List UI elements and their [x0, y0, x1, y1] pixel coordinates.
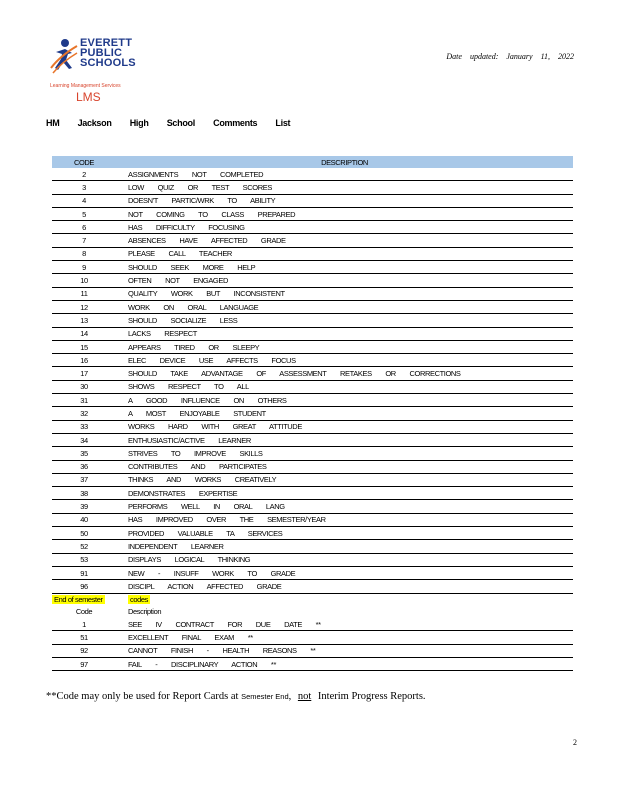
runner-icon — [50, 38, 78, 78]
end-of-semester-codes-label: codes — [130, 595, 149, 605]
table-header-row — [52, 156, 573, 168]
table-row — [52, 407, 573, 420]
code-cell: 35 — [52, 447, 116, 460]
comments-table — [52, 156, 573, 671]
table-row — [52, 354, 573, 367]
table-row — [52, 367, 573, 380]
code-cell: 51 — [52, 631, 116, 644]
table-row — [52, 527, 573, 540]
code-cell: 30 — [52, 380, 116, 393]
description-cell: SHOWS RESPECT TO ALL — [116, 380, 573, 393]
description-cell: HAS DIFFICULTY FOCUSING — [116, 221, 573, 234]
footnote: **Code may only be used for Report Cards at Semester End, not Interim Progress Reports. — [46, 691, 426, 702]
code-cell: 17 — [52, 367, 116, 380]
table-row — [52, 287, 573, 300]
description-cell: ELEC DEVICE USE AFFECTS FOCUS — [116, 354, 573, 367]
description-cell: DOESN'T PARTIC/WRK TO ABILITY — [116, 194, 573, 207]
table-row — [52, 657, 573, 670]
description-cell: HAS IMPROVED OVER THE SEMESTER/YEAR — [116, 513, 573, 526]
logo-wordmark: EVERETT PUBLIC SCHOOLS — [80, 37, 136, 69]
logo-tagline: Learning Management Services — [50, 83, 121, 89]
table-row — [52, 300, 573, 313]
end-of-semester-label: End of semester — [54, 595, 103, 605]
description-cell: CONTRIBUTES AND PARTICIPATES — [116, 460, 573, 473]
code-cell: 10 — [52, 274, 116, 287]
code-cell: 7 — [52, 234, 116, 247]
code-cell: 2 — [52, 168, 116, 181]
description-cell: SHOULD SOCIALIZE LESS — [116, 314, 573, 327]
description-cell: NEW - INSUFF WORK TO GRADE — [116, 566, 573, 579]
description-cell: DEMONSTRATES EXPERTISE — [116, 487, 573, 500]
table-row — [52, 314, 573, 327]
code-cell: 34 — [52, 433, 116, 446]
table-row — [52, 394, 573, 407]
table-row — [52, 500, 573, 513]
code-cell: 1 — [52, 618, 116, 631]
description-cell: PROVIDED VALUABLE TA SERVICES — [116, 527, 573, 540]
table-row — [52, 487, 573, 500]
table-row — [52, 274, 573, 287]
code-cell: 15 — [52, 340, 116, 353]
table-row — [52, 207, 573, 220]
table-row — [52, 433, 573, 446]
description-cell: OFTEN NOT ENGAGED — [116, 274, 573, 287]
description-cell: EXCELLENT FINAL EXAM ** — [116, 631, 573, 644]
code-cell: 97 — [52, 657, 116, 670]
page-number: 2 — [573, 738, 577, 747]
code-cell: 32 — [52, 407, 116, 420]
description-cell: SHOULD TAKE ADVANTAGE OF ASSESSMENT RETAKES OR CORRECTIONS — [116, 367, 573, 380]
date-updated: Date updated: January 11, 2022 — [446, 52, 574, 61]
end-of-semester-label-row — [52, 593, 573, 606]
table-row — [52, 221, 573, 234]
description-cell: LOW QUIZ OR TEST SCORES — [116, 181, 573, 194]
code-cell: 12 — [52, 300, 116, 313]
description-cell: NOT COMING TO CLASS PREPARED — [116, 207, 573, 220]
description-cell: CANNOT FINISH - HEALTH REASONS ** — [116, 644, 573, 657]
code-cell: 37 — [52, 473, 116, 486]
district-logo — [48, 38, 148, 106]
code-cell: 38 — [52, 487, 116, 500]
table-row — [52, 553, 573, 566]
code-cell: 8 — [52, 247, 116, 260]
end-description-header: Description — [128, 607, 162, 617]
code-cell: 40 — [52, 513, 116, 526]
table-row — [52, 247, 573, 260]
description-cell: THINKS AND WORKS CREATIVELY — [116, 473, 573, 486]
code-cell: 92 — [52, 644, 116, 657]
end-code-header: Code — [75, 607, 93, 617]
code-cell: 31 — [52, 394, 116, 407]
table-row — [52, 631, 573, 644]
code-cell: 5 — [52, 207, 116, 220]
description-cell: QUALITY WORK BUT INCONSISTENT — [116, 287, 573, 300]
code-cell: 39 — [52, 500, 116, 513]
table-row — [52, 540, 573, 553]
description-cell: DISPLAYS LOGICAL THINKING — [116, 553, 573, 566]
code-cell: 4 — [52, 194, 116, 207]
table-row — [52, 460, 573, 473]
code-cell: 33 — [52, 420, 116, 433]
description-cell: ENTHUSIASTIC/ACTIVE LEARNER — [116, 433, 573, 446]
code-cell: 14 — [52, 327, 116, 340]
end-section-header-row — [52, 606, 573, 618]
code-cell: 53 — [52, 553, 116, 566]
description-cell: WORKS HARD WITH GREAT ATTITUDE — [116, 420, 573, 433]
description-cell: APPEARS TIRED OR SLEEPY — [116, 340, 573, 353]
code-cell: 96 — [52, 580, 116, 593]
description-cell: SHOULD SEEK MORE HELP — [116, 261, 573, 274]
code-cell: 3 — [52, 181, 116, 194]
description-cell: WORK ON ORAL LANGUAGE — [116, 300, 573, 313]
table-row — [52, 380, 573, 393]
table-row — [52, 340, 573, 353]
table-row — [52, 473, 573, 486]
description-cell: A MOST ENJOYABLE STUDENT — [116, 407, 573, 420]
logo-lms: LMS — [76, 90, 101, 104]
description-cell: INDEPENDENT LEARNER — [116, 540, 573, 553]
table-row — [52, 194, 573, 207]
code-column-header: CODE — [52, 156, 116, 168]
table-row — [52, 513, 573, 526]
description-column-header: DESCRIPTION — [116, 156, 573, 168]
table-row — [52, 181, 573, 194]
description-cell: ABSENCES HAVE AFFECTED GRADE — [116, 234, 573, 247]
description-cell: PERFORMS WELL IN ORAL LANG — [116, 500, 573, 513]
code-cell: 11 — [52, 287, 116, 300]
table-row — [52, 618, 573, 631]
code-cell: 16 — [52, 354, 116, 367]
description-cell: ASSIGNMENTS NOT COMPLETED — [116, 168, 573, 181]
description-cell: A GOOD INFLUENCE ON OTHERS — [116, 394, 573, 407]
description-cell: DISCIPL ACTION AFFECTED GRADE — [116, 580, 573, 593]
description-cell: FAIL - DISCIPLINARY ACTION ** — [116, 657, 573, 670]
table-row — [52, 644, 573, 657]
description-cell: LACKS RESPECT — [116, 327, 573, 340]
code-cell: 6 — [52, 221, 116, 234]
code-cell: 36 — [52, 460, 116, 473]
page-title: HM Jackson High School Comments List — [46, 118, 291, 128]
code-cell: 50 — [52, 527, 116, 540]
table-row — [52, 168, 573, 181]
description-cell: PLEASE CALL TEACHER — [116, 247, 573, 260]
table-row — [52, 580, 573, 593]
code-cell: 13 — [52, 314, 116, 327]
description-cell: SEE IV CONTRACT FOR DUE DATE ** — [116, 618, 573, 631]
table-row — [52, 327, 573, 340]
table-row — [52, 566, 573, 579]
code-cell: 52 — [52, 540, 116, 553]
table-row — [52, 447, 573, 460]
table-row — [52, 234, 573, 247]
description-cell: STRIVES TO IMPROVE SKILLS — [116, 447, 573, 460]
code-cell: 91 — [52, 566, 116, 579]
table-row — [52, 261, 573, 274]
code-cell: 9 — [52, 261, 116, 274]
table-row — [52, 420, 573, 433]
